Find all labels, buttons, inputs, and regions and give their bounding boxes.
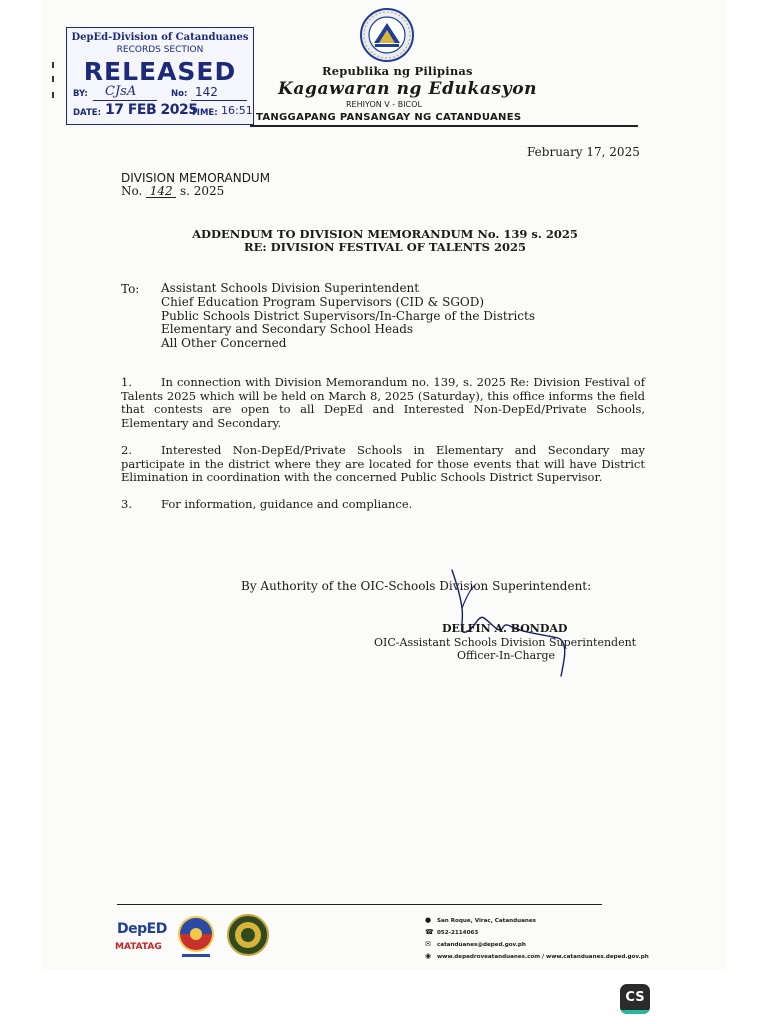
- body-paragraph-2: [121, 444, 645, 485]
- stamp-time-label: TIME:: [191, 108, 218, 118]
- recipient-item: Chief Education Program Supervisors (CID & SGOD): [161, 294, 485, 309]
- stamp-date-value: 17 FEB 2025: [105, 102, 198, 118]
- margin-mark: [52, 92, 54, 98]
- margin-mark: [52, 76, 54, 82]
- badge-label: CS: [625, 990, 645, 1005]
- stamp-date-label: DATE:: [73, 108, 101, 118]
- deped-logo-text: DepED: [117, 921, 167, 937]
- phone-icon: ☎: [425, 928, 434, 936]
- stamp-section: RECORDS SECTION: [116, 45, 204, 55]
- footer-divider: [117, 904, 602, 905]
- to-label: To:: [121, 282, 140, 296]
- released-stamp: [66, 27, 254, 125]
- recipient-list: [161, 282, 535, 351]
- header-region: REHIYON V - BICOL: [346, 100, 422, 109]
- body-paragraph-3: [121, 498, 645, 512]
- globe-icon: ◉: [425, 952, 432, 960]
- paragraph-text: In connection with Division Memorandum no. 139, s. 2025 Re: Division Festival of Talents 2025 which will be held on March 8, 2025 (Saturday), this office informs the field that contests are open to all DepEd and Interested Non-DepEd/Private Schools, Elementary and Secondary.: [121, 375, 645, 430]
- contact-phone: ☎ 052-2114063: [425, 928, 479, 936]
- margin-mark: [52, 62, 54, 68]
- header-office: TANGGAPANG PANSANGAY NG CATANDUANES: [256, 112, 522, 123]
- badge-bar: [620, 1010, 650, 1014]
- stamp-line: [191, 100, 247, 101]
- signature-authority: By Authority of the OIC-Schools Division Superintendent:: [241, 579, 592, 593]
- memo-date: February 17, 2025: [527, 145, 640, 159]
- header-republic: Republika ng Pilipinas: [322, 64, 473, 78]
- recipient-item: Elementary and Secondary School Heads: [161, 322, 414, 337]
- camscanner-badge[interactable]: [620, 984, 650, 1014]
- stamp-by-value: CJsA: [105, 84, 137, 99]
- location-icon: ●: [425, 916, 432, 924]
- signer-role: Officer-In-Charge: [457, 649, 556, 662]
- mail-icon: ✉: [425, 940, 431, 948]
- recipient-item: Assistant Schools Division Superintendent: [161, 281, 420, 295]
- matatag-logo-text: MATATAG: [115, 942, 162, 952]
- body-paragraph-1: [121, 376, 645, 430]
- header-divider: [250, 125, 638, 127]
- deped-seal-icon: [352, 5, 422, 65]
- stamp-by-label: BY:: [73, 89, 88, 99]
- stamp-no-value: 142: [195, 85, 218, 99]
- division-seal-icon: [226, 913, 270, 957]
- recipient-item: Public Schools District Supervisors/In-Charge of the Districts: [161, 308, 535, 323]
- paragraph-number: 3.: [121, 497, 132, 511]
- paragraph-text: For information, guidance and compliance.: [161, 497, 413, 511]
- header-department: Kagawaran ng Edukasyon: [278, 79, 538, 99]
- contact-website: ◉ www.depedroveatanduanes.com / www.catanduanes.deped.gov.ph: [425, 952, 649, 960]
- memo-number: [121, 184, 224, 198]
- signer-title: OIC-Assistant Schools Division Superintendent: [374, 636, 637, 649]
- memo-title-line1: ADDENDUM TO DIVISION MEMORANDUM No. 139 s. 2025: [192, 227, 578, 241]
- contact-email: ✉ catanduanes@deped.gov.ph: [425, 940, 526, 948]
- deped-matatag-logo: [114, 913, 168, 963]
- stamp-line: [93, 100, 157, 101]
- stamp-status: RELEASED: [83, 57, 237, 86]
- paragraph-number: 2.: [121, 443, 132, 457]
- memo-number-value: 142: [146, 186, 176, 198]
- paragraph-number: 1.: [121, 375, 132, 389]
- contact-address: ● San Roque, Virac, Catanduanes: [425, 916, 536, 924]
- paragraph-text: Interested Non-DepEd/Private Schools in Elementary and Secondary may participate in the district where they are located for those events that will have District Elimination in coordination with the concerned Public Schools District Supervisor.: [121, 443, 645, 484]
- memo-type: DIVISION MEMORANDUM: [121, 171, 271, 185]
- stamp-office: DepEd-Division of Catanduanes: [71, 32, 249, 43]
- stamp-no-label: No:: [171, 89, 188, 99]
- bagong-pilipinas-logo-icon: [174, 914, 218, 960]
- stamp-time-value: 16:51: [221, 104, 253, 117]
- memo-title-line2: RE: DIVISION FESTIVAL OF TALENTS 2025: [244, 240, 526, 254]
- signer-name: DELFIN A. BONDAD: [442, 622, 568, 635]
- memo-number-prefix: No.: [121, 184, 143, 198]
- memo-series: s. 2025: [179, 184, 225, 198]
- recipient-item: All Other Concerned: [161, 336, 287, 351]
